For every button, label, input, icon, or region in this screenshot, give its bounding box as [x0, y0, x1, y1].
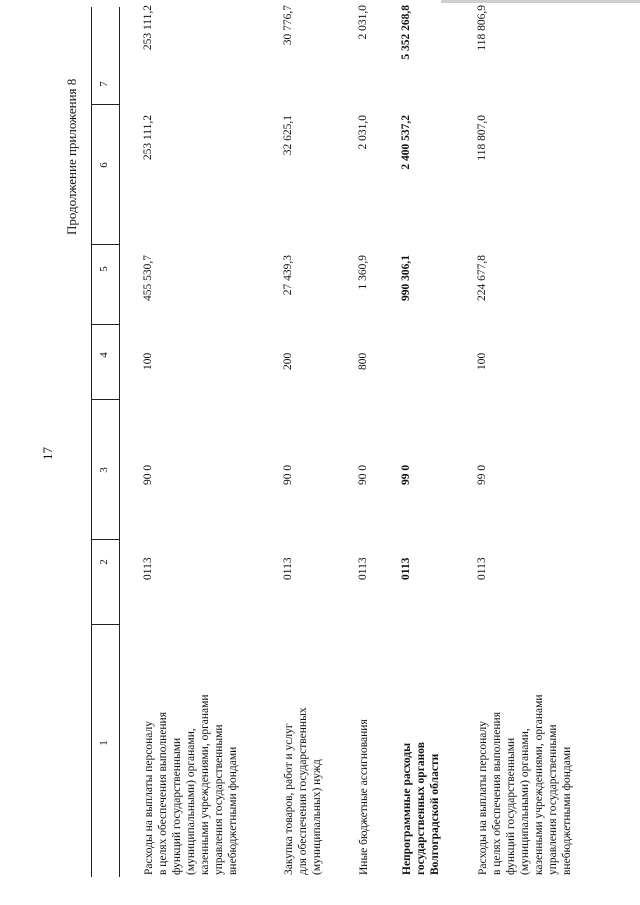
row-col5: 27 439,3: [282, 255, 294, 296]
header-divider: [91, 244, 119, 245]
row-section: 0113: [476, 557, 488, 580]
row-section: 0113: [142, 557, 154, 580]
row-target: 99 0: [400, 464, 412, 485]
row-col7: 30 776,7: [282, 5, 294, 46]
header-divider: [91, 324, 119, 325]
row-description: Непрограммные расходы государственных органов Волгоградской области: [401, 742, 441, 875]
row-description: Расходы на выплаты персоналу в целях обеспечения выполнения функций государственными (муниципальными) органами, казенными учреждениями, органами управления государственными внебюджетными фондами: [477, 694, 573, 875]
header-col-3: 3: [98, 467, 110, 473]
row-col5: 990 306,1: [400, 255, 412, 301]
header-bottom-line: [119, 7, 120, 877]
row-col7: 5 352 268,8: [400, 5, 412, 60]
row-col5: 224 677,8: [476, 255, 488, 301]
header-col-4: 4: [98, 352, 110, 358]
row-target: 90 0: [142, 464, 154, 485]
row-col6: 118 807,0: [476, 115, 488, 161]
header-col-5: 5: [98, 266, 110, 272]
row-col7: 118 806,9: [476, 5, 488, 51]
row-expense-type: 100: [142, 352, 154, 370]
row-expense-type: 200: [282, 352, 294, 370]
row-target: 99 0: [476, 464, 488, 485]
header-divider: [91, 539, 119, 540]
header-col-1: 1: [98, 740, 110, 746]
row-target: 90 0: [282, 464, 294, 485]
row-expense-type: 800: [357, 352, 369, 370]
row-col7: 253 111,2: [142, 5, 154, 51]
row-col6: 2 400 537,2: [400, 115, 412, 170]
row-section: 0113: [400, 557, 412, 580]
header-col-7: 7: [98, 81, 110, 87]
row-col6: 2 031,0: [357, 115, 369, 150]
row-expense-type: 100: [476, 352, 488, 370]
header-top-line: [91, 7, 92, 877]
page-number: 17: [40, 447, 55, 460]
header-divider: [91, 399, 119, 400]
row-col6: 32 625,1: [282, 115, 294, 156]
row-description: Закупка товаров, работ и услуг для обеспечения государственных (муниципальных) нужд: [283, 707, 323, 875]
header-col-2: 2: [98, 559, 110, 565]
row-section: 0113: [357, 557, 369, 580]
row-description: Иные бюджетные ассигнования: [358, 719, 370, 875]
row-section: 0113: [282, 557, 294, 580]
row-col5: 455 530,7: [142, 255, 154, 301]
header-divider: [91, 624, 119, 625]
appendix-caption: Продолжение приложения 8: [64, 78, 79, 235]
row-description: Расходы на выплаты персоналу в целях обеспечения выполнения функций государственными (муниципальными) органами, казенными учреждениями, органами управления государственными внебюджетными фондами: [143, 694, 239, 875]
row-col7: 2 031,0: [357, 5, 369, 40]
row-target: 90 0: [357, 464, 369, 485]
header-divider: [91, 104, 119, 105]
row-col6: 253 111,2: [142, 115, 154, 161]
row-col5: 1 360,9: [357, 255, 369, 290]
header-col-6: 6: [98, 162, 110, 168]
